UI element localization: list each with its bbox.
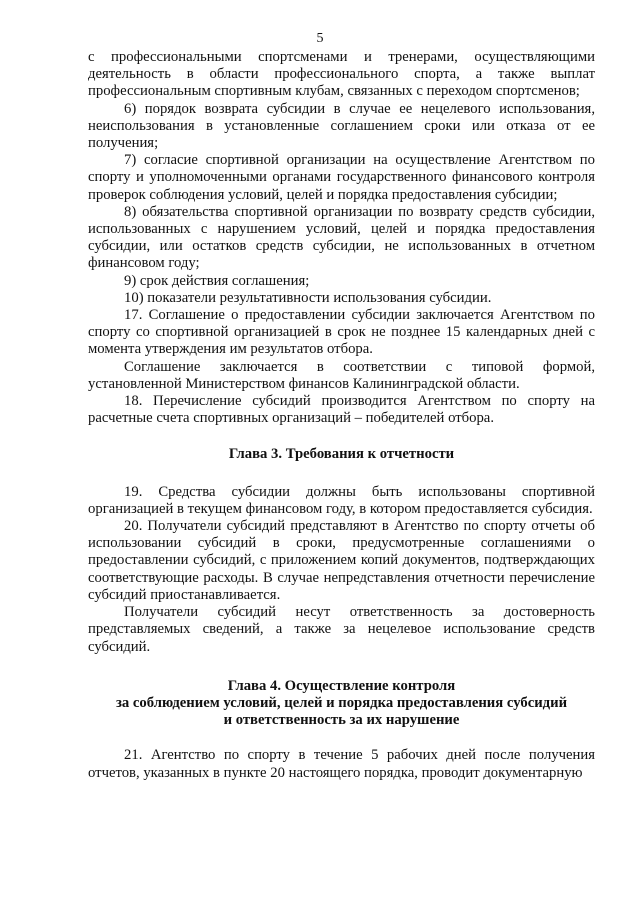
chapter-4-heading-line-3: и ответственность за их нарушение bbox=[223, 712, 460, 729]
chapter-4-heading-line-1: Глава 4. Осуществление контроля bbox=[227, 677, 456, 694]
paragraph-continuation: с профессиональными спортсменами и тренерами, осуществляющими деятельность в области профессионального спорта, а также выплат профессиональным спортивным клубам, связанных с переходом спортсменов; bbox=[88, 49, 595, 100]
paragraph-clause-18: 18. Перечисление субсидий производится Агентством по спорту на расчетные счета спортивных организаций – победителей отбора. bbox=[88, 393, 595, 427]
document-body bbox=[88, 49, 595, 782]
paragraph-item-7: 7) согласие спортивной организации на осуществление Агентством по спорту и уполномоченными органами государственного финансового контроля проверок соблюдения условий, целей и порядка предоставления субсидии; bbox=[88, 152, 595, 203]
chapter-4-heading bbox=[88, 678, 595, 730]
paragraph-item-10: 10) показатели результативности использования субсидии. bbox=[124, 289, 492, 306]
paragraph-clause-21: 21. Агентство по спорту в течение 5 рабочих дней после получения отчетов, указанных в пункте 20 настоящего порядка, проводит документарную bbox=[88, 747, 595, 781]
paragraph-item-9: 9) срок действия соглашения; bbox=[124, 272, 310, 289]
chapter-4-heading-line-2: за соблюдением условий, целей и порядка предоставления субсидий bbox=[115, 694, 568, 711]
paragraph-clause-17: 17. Соглашение о предоставлении субсидии заключается Агентством по спорту со спортивной организацией в срок не позднее 15 календарных дней с момента утверждения им результатов отбора. bbox=[88, 307, 595, 358]
paragraph-item-8: 8) обязательства спортивной организации по возврату средств субсидии, использованных с нарушением условий, целей и порядка предоставления субсидии, или остатков средств субсидии, не использованных в отчетном финансовом году; bbox=[88, 203, 595, 272]
paragraph-clause-20-continued: Получатели субсидий несут ответственность за достоверность представляемых сведений, а также за нецелевое использование средств субсидий. bbox=[88, 604, 595, 655]
page-number: 5 bbox=[316, 31, 324, 46]
chapter-3-heading: Глава 3. Требования к отчетности bbox=[228, 446, 455, 463]
paragraph-item-6: 6) порядок возврата субсидии в случае ее нецелевого использования, неиспользования в установленные соглашением сроки или отказа от ее получения; bbox=[88, 100, 595, 152]
paragraph-clause-20: 20. Получатели субсидий представляют в Агентство по спорту отчеты об использовании субсидий в сроки, предусмотренные соглашениями о предоставлении субсидий, с приложением копий документов, подтверждающих соответствующие расходы. В случае непредставления отчетности перечисление субсидий приостанавливается. bbox=[88, 518, 595, 603]
paragraph-clause-17-continued: Соглашение заключается в соответствии с типовой формой, установленной Министерством финансов Калининградской области. bbox=[88, 358, 595, 392]
paragraph-clause-19: 19. Средства субсидии должны быть использованы спортивной организацией в текущем финансовом году, в котором предоставляется субсидия. bbox=[88, 483, 595, 517]
